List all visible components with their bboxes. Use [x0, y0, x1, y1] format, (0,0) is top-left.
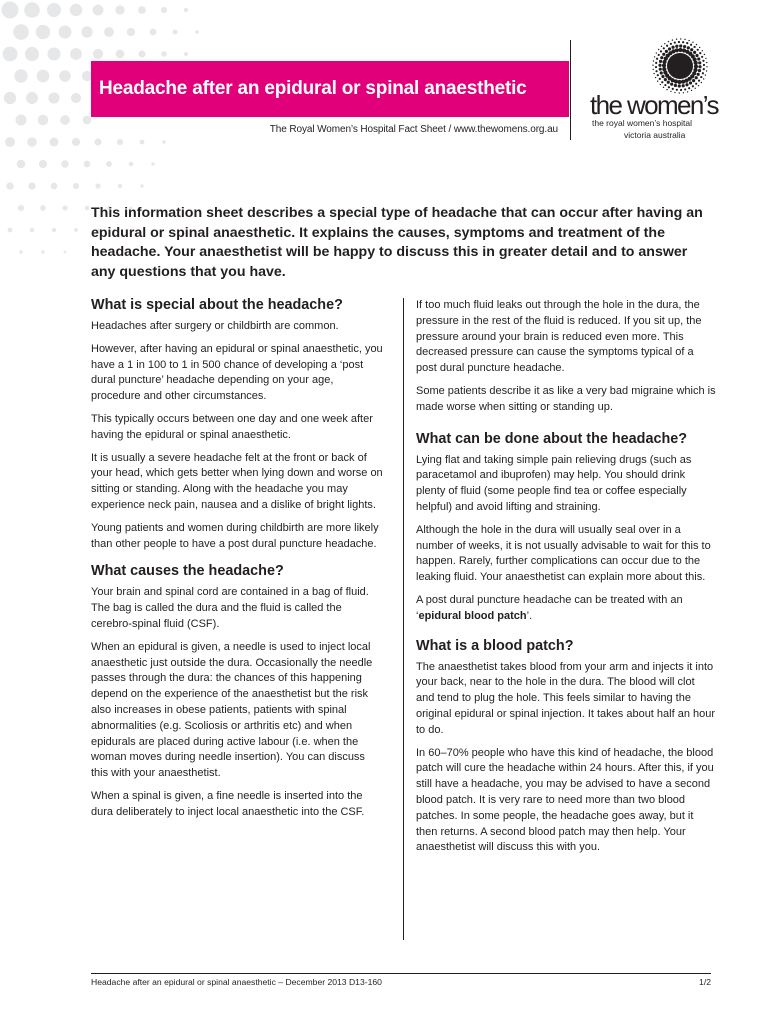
logo-dot [665, 50, 668, 53]
logo-dot [658, 49, 659, 50]
decorative-dot [13, 24, 29, 40]
logo-subtitle: the royal women’s hospital [592, 118, 693, 128]
logo-dot [674, 84, 677, 87]
logo-dot [698, 80, 700, 82]
logo-dot [655, 77, 656, 78]
logo-dot [692, 85, 694, 87]
paragraph: Lying flat and taking simple pain relieving drugs (such as paracetamol and ibuprofen) may help. You should drink plenty of fluid (some people find tea or coffee especially helpful) and avoid lifting and straining. [416, 453, 692, 513]
fact-sheet-source: The Royal Women’s Hospital Fact Sheet / www.thewomens.org.au [269, 124, 558, 135]
logo-dot [692, 79, 695, 82]
logo-dot [661, 75, 664, 78]
paragraph: If too much fluid leaks out through the hole in the dura, the pressure in the rest of the fluid is reduced. If you sit up, the pressure around your brain is reduced even more. This decreased pressure can cause the symptoms typical of a post dural puncture headache. [416, 299, 702, 375]
decorative-dot [140, 140, 145, 145]
logo-dot [668, 41, 669, 42]
paragraph [416, 593, 716, 625]
logo-dot [664, 78, 667, 81]
logo-dot [694, 64, 698, 68]
decorative-dot [37, 70, 50, 83]
text: ’. [526, 609, 533, 622]
logo-dot [695, 76, 698, 79]
decorative-dot [150, 29, 157, 36]
decorative-dot [140, 184, 143, 187]
logo-dot [681, 80, 685, 84]
logo-dot [690, 48, 693, 51]
logo-dot [674, 41, 676, 43]
logo-dot [659, 68, 662, 71]
logo-dot [695, 83, 697, 85]
decorative-dot [81, 26, 92, 37]
logo-dot [689, 81, 692, 84]
logo-dot [686, 42, 688, 44]
logo-dot [685, 83, 688, 86]
logo-location: victoria australia [624, 130, 686, 140]
logo-dot [659, 60, 662, 63]
paragraph: In 60–70% people who have this kind of headache, the blood patch will cure the headache within 24 hours. After this, if you still have a headache, you may be advised to have a second blood patch. It is very rare to need more than two blood patches. In some people, the headache goes away, but it then returns. A second blood patch may then help. Your anaesthetist will discuss this with you. [416, 746, 714, 854]
logo-dot [695, 88, 696, 89]
decorative-dot [195, 30, 199, 34]
paragraph: Some patients describe it as like a very bad migraine which is made worse when sitting or standing up. [416, 384, 716, 413]
decorative-dot [50, 138, 59, 147]
decorative-dot [118, 184, 122, 188]
decorative-dot [117, 139, 123, 145]
logo-dot [671, 46, 674, 49]
logo-dot [693, 51, 696, 54]
logo-dot [679, 44, 682, 47]
column-divider [403, 298, 404, 940]
paragraph: Although the hole in the dura will usually seal over in a number of weeks, it is not usually advisable to wait for this to happen. Rarely, further complications can occur due to the leaking fluid. Your anaesthetist can explain more about this. [416, 523, 711, 584]
decorative-dot [51, 183, 58, 190]
decorative-dot [93, 49, 103, 59]
decorative-dot [6, 182, 13, 189]
logo-dot [655, 70, 657, 72]
decorative-dot [48, 48, 61, 61]
logo-dot [678, 48, 682, 52]
paragraph: It is usually a severe headache felt at the front or back of your head, which gets better when lying down and worse on sitting or standing. Along with the headache you may experience neck pain, nausea and a dislike of bright lights. [91, 451, 383, 511]
decorative-dot [62, 205, 67, 210]
decorative-dot [39, 160, 47, 168]
decorative-dot [48, 92, 59, 103]
decorative-dot [24, 2, 40, 18]
logo-dot [688, 40, 689, 41]
paragraph: Your brain and spinal cord are contained in a bag of fluid. The bag is called the dura and the fluid is called the cerebro-spinal fluid (CSF). [91, 586, 369, 630]
logo-dot [706, 66, 707, 67]
logo-dot [660, 84, 661, 85]
logo-dot [660, 56, 663, 59]
left-column [91, 296, 383, 828]
decorative-dot [73, 183, 79, 189]
hospital-logo [588, 38, 718, 148]
decorative-dot [1, 1, 18, 18]
logo-dot [654, 56, 655, 57]
logo-dot [696, 44, 697, 45]
logo-dot [677, 80, 681, 84]
logo-dot [694, 46, 696, 48]
decorative-dot [17, 160, 26, 169]
logo-dot [680, 38, 681, 39]
decorative-dot [84, 161, 91, 168]
decorative-dot [161, 7, 167, 13]
heading-special: What is special about the headache? [91, 297, 343, 313]
decorative-dot [64, 251, 67, 254]
logo-dot [660, 71, 663, 74]
logo-dot [658, 54, 660, 56]
logo-dot [695, 54, 698, 57]
logo-dot [702, 60, 704, 62]
logo-dot [698, 85, 699, 86]
decorative-dot [104, 27, 114, 37]
title-banner [91, 61, 569, 117]
paragraph: The anaesthetist takes blood from your arm and injects it into your back, near to the hole in the dura. The blood will clot and tend to plug the hole. This feels similar to having the original epidural or spinal injection. It takes about half an hour to do. [416, 660, 716, 736]
paragraph: Young patients and women during childbirth are more likely than other people to have a post dural puncture headache. [91, 521, 379, 550]
logo-dot [682, 84, 685, 87]
logo-dot [705, 74, 706, 75]
decorative-dot [162, 140, 166, 144]
logo-dot [662, 63, 666, 67]
logo-dot [694, 61, 698, 65]
decorative-dot [5, 137, 15, 147]
logo-dot [697, 57, 700, 60]
logo-dot [678, 41, 680, 43]
decorative-dot [27, 137, 37, 147]
decorative-dot [106, 161, 112, 167]
logo-dot [701, 82, 702, 83]
logo-dot [690, 44, 692, 46]
logo-dot [658, 64, 661, 67]
footer-divider [91, 973, 711, 974]
decorative-dot [138, 6, 146, 14]
logo-dot [682, 41, 684, 43]
decorative-dot [3, 47, 18, 62]
decorative-dot [28, 182, 35, 189]
logo-dot [662, 67, 666, 71]
logo-dot [703, 68, 705, 70]
sunburst-logo-icon [652, 38, 708, 94]
decorative-dot [71, 93, 81, 103]
decorative-dot [52, 228, 56, 232]
logo-dot [657, 74, 659, 76]
decorative-dot [18, 205, 24, 211]
logo-dot [653, 60, 654, 61]
paragraph: This typically occurs between one day and one week after having the epidural or spinal anaesthetic. [91, 412, 373, 441]
decorative-dot [4, 92, 16, 104]
decorative-dot [74, 228, 78, 232]
decorative-dot [26, 92, 38, 104]
decorative-dot [116, 50, 125, 59]
page-title: Headache after an epidural or spinal anaesthetic [99, 78, 527, 99]
logo-dot [675, 48, 679, 52]
logo-dot [664, 43, 665, 44]
logo-dot [706, 70, 707, 71]
decorative-dot [127, 28, 135, 36]
logo-dot [699, 52, 701, 54]
logo-dot [661, 46, 662, 47]
footer-reference: Headache after an epidural or spinal anaesthetic – December 2013 D13-160 [91, 977, 382, 987]
logo-dot [697, 49, 699, 51]
decorative-dot [151, 162, 154, 165]
logo-dot [656, 58, 658, 60]
decorative-dot [38, 115, 48, 125]
logo-dot [670, 83, 673, 86]
logo-dot [655, 66, 657, 68]
logo-dot [705, 58, 706, 59]
decorative-dot [8, 228, 13, 233]
decorative-dot [129, 162, 134, 167]
logo-dot [702, 72, 704, 74]
logo-dot [663, 87, 664, 88]
heading-blood-patch: What is a blood patch? [416, 637, 574, 654]
decorative-dot [36, 25, 50, 39]
logo-dot [667, 81, 670, 84]
decorative-dot [30, 228, 35, 233]
decorative-dot [184, 8, 188, 12]
decorative-dot [59, 26, 72, 39]
decorative-dot [94, 138, 101, 145]
logo-dot [699, 47, 700, 48]
logo-dot [653, 73, 654, 74]
decorative-dot [59, 70, 71, 82]
logo-dot [704, 54, 705, 55]
logo-dot [668, 47, 671, 50]
paragraph: Headaches after surgery or childbirth are common. [91, 320, 339, 332]
logo-dot [672, 39, 673, 40]
logo-dot [660, 50, 662, 52]
decorative-dot [72, 138, 80, 146]
logo-dot [698, 65, 701, 68]
logo-dot [663, 47, 665, 49]
decorative-dot [40, 205, 46, 211]
logo-dot [676, 39, 677, 40]
logo-wordmark: the women’s [590, 90, 718, 120]
logo-dot [684, 39, 685, 40]
logo-dot [687, 46, 690, 49]
paragraph: When a spinal is given, a fine needle is inserted into the dura deliberately to inject local anaesthetic into the CSF. [91, 789, 365, 818]
logo-core [667, 53, 693, 79]
logo-dot [678, 84, 681, 87]
logo-dot [692, 42, 693, 43]
header-divider [570, 40, 571, 140]
logo-dot [683, 45, 686, 48]
logo-dot [656, 52, 657, 53]
heading-treatment: What can be done about the headache? [416, 430, 688, 447]
heading-causes: What causes the headache? [91, 563, 284, 580]
decorative-dot [115, 5, 124, 14]
logo-dot [662, 53, 665, 56]
decorative-dot [19, 250, 23, 254]
logo-dot [670, 43, 672, 45]
decorative-dot [41, 250, 44, 253]
logo-dot [655, 62, 657, 64]
paragraph: When an epidural is given, a needle is used to inject local anaesthetic just outside the dura. Occasionally the needle passes through the dura: the chances of this happening depend on the experience of the anaesthetist but the risk also increases in obese patients, patients with spinal abnormalities (e.g. Scoliosis or arthritis etc) and when epidurals are placed during active labour (i.e. when the woman moves during needle insertion). You can discuss this with your anaesthetist. [91, 640, 373, 780]
decorative-dot [85, 206, 90, 211]
logo-dot [661, 81, 663, 83]
logo-dot [688, 87, 690, 89]
decorative-dot [161, 51, 167, 57]
logo-dot [701, 56, 703, 58]
emphasis: epidural blood patch [418, 609, 527, 622]
logo-dot [702, 50, 703, 51]
decorative-dot [70, 48, 82, 60]
logo-dot [703, 78, 704, 79]
logo-dot [697, 73, 700, 76]
decorative-dot [93, 5, 104, 16]
decorative-dot [61, 160, 69, 168]
right-column [416, 298, 716, 863]
decorative-dot [25, 47, 39, 61]
text: A post dural puncture headache can be treated with an ‘ [416, 593, 683, 622]
decorative-dot [184, 52, 188, 56]
page-number: 1/2 [699, 977, 711, 987]
decorative-dot [14, 69, 27, 82]
decorative-dot [60, 115, 70, 125]
logo-dot [653, 69, 654, 70]
logo-dot [657, 81, 658, 82]
logo-dot [703, 64, 705, 66]
logo-dot [675, 45, 678, 48]
intro-paragraph: This information sheet describes a special type of headache that can occur after having an epidural or spinal anaesthetic. It explains the causes, symptoms and treatment of the headache. Your anaesthetist will be happy to discuss this in greater detail and to answer any questions that you have. [91, 205, 703, 280]
paragraph: However, after having an epidural or spinal anaesthetic, you have a 1 in 100 to 1 in 500 chance of developing a ‘post dural puncture’ headache depending on your age, procedure and other circumstances. [91, 342, 383, 403]
logo-dot [698, 69, 701, 72]
decorative-dot [172, 29, 177, 34]
logo-dot [666, 45, 668, 47]
logo-dot [664, 84, 666, 86]
logo-dot [700, 76, 702, 78]
decorative-dot [47, 3, 61, 17]
logo-dot [706, 62, 707, 63]
decorative-dot [16, 115, 27, 126]
logo-dot [659, 78, 661, 80]
decorative-dot [95, 183, 100, 188]
decorative-dot [138, 50, 145, 57]
decorative-dot [70, 4, 82, 16]
logo-dot [652, 64, 653, 65]
logo-dot [698, 61, 701, 64]
logo-dot [668, 86, 670, 88]
